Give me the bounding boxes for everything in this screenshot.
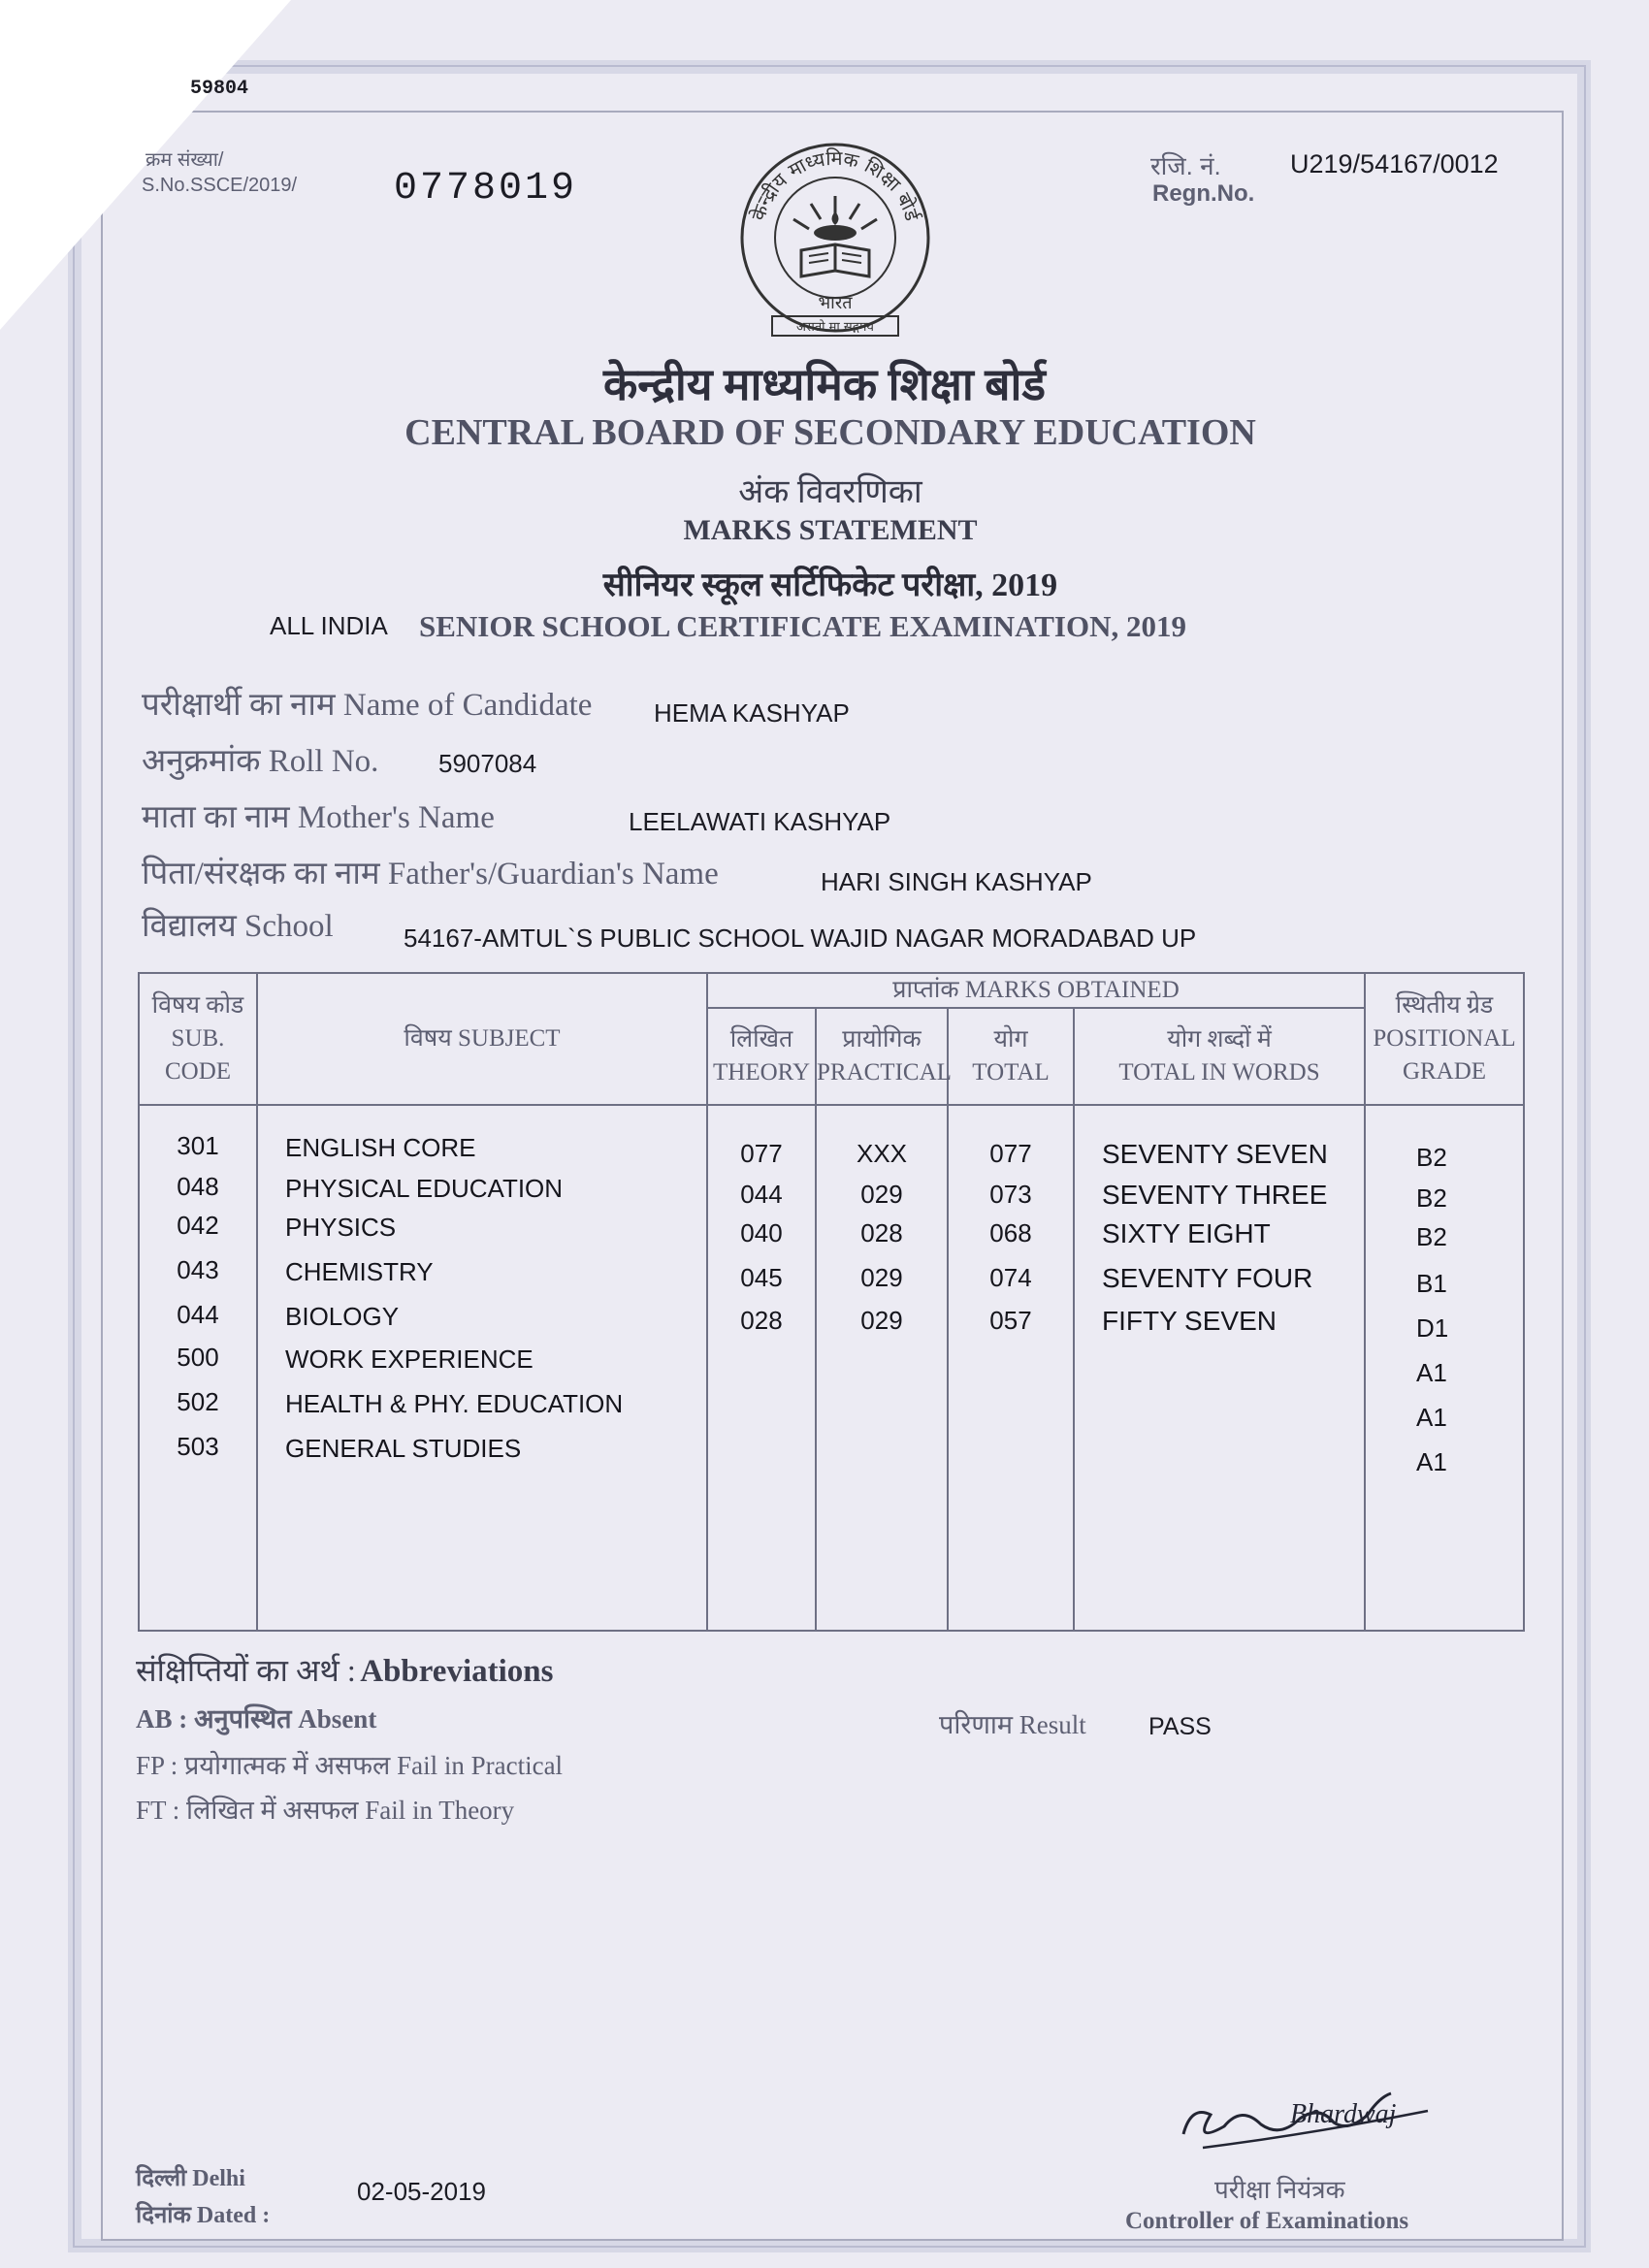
statement-title-en: MARKS STATEMENT (683, 514, 978, 546)
board-name-hi: केन्द्रीय माध्यमिक शिक्षा बोर्ड (602, 360, 1047, 409)
exam-title-en: SENIOR SCHOOL CERTIFICATE EXAMINATION, 2019 (419, 609, 1186, 643)
school-name: 54167-AMTUL`S PUBLIC SCHOOL WAJID NAGAR MORADABAD UP (404, 923, 1197, 953)
table-row-subject: PHYSICAL EDUCATION (285, 1174, 564, 1203)
table-row-subject: WORK EXPERIENCE (285, 1345, 534, 1374)
cbse-logo (733, 136, 937, 340)
table-row-total: 068 (989, 1218, 1032, 1247)
top-serial-number: 59804 (190, 78, 249, 100)
roll-label: अनुक्रमांक Roll No. (142, 744, 379, 779)
father-name: HARI SINGH KASHYAP (821, 867, 1092, 896)
table-row-code: 042 (177, 1211, 219, 1240)
dated-label: दिनांक Dated : (136, 2203, 271, 2228)
table-row-theory: 028 (740, 1306, 783, 1335)
roll-number: 5907084 (438, 749, 537, 778)
header-theory: लिखित THEORY (707, 1008, 816, 1105)
table-row-words: SEVENTY THREE (1102, 1180, 1328, 1210)
table-row-practical: XXX (856, 1139, 908, 1168)
serial-label-en: S.No.SSCE/2019/ (142, 175, 298, 196)
logo-bottom-text: भारत (818, 293, 853, 313)
table-row-subject: CHEMISTRY (285, 1257, 434, 1286)
table-row-theory: 040 (740, 1218, 783, 1247)
regn-label-en: Regn.No. (1152, 180, 1255, 207)
table-row-code: 044 (177, 1300, 219, 1329)
regn-number: U219/54167/0012 (1290, 149, 1499, 178)
abbreviations-title: संक्षिप्तियों का अर्थ : Abbreviations (136, 1653, 554, 1689)
header-total: योग TOTAL (948, 1008, 1074, 1105)
total-in-words-column (1074, 1105, 1365, 1631)
signature-icon (1174, 2076, 1445, 2163)
theory-column (707, 1105, 816, 1631)
header-practical: प्रायोगिक PRACTICAL (816, 1008, 948, 1105)
table-row-grade: B2 (1416, 1222, 1447, 1251)
header-total-in-words: योग शब्दों में TOTAL IN WORDS (1074, 1008, 1365, 1105)
exam-title-hi: सीनियर स्कूल सर्टिफिकेट परीक्षा, 2019 (602, 567, 1058, 603)
table-row-subject: BIOLOGY (285, 1302, 400, 1331)
table-row-subject: PHYSICS (285, 1213, 397, 1242)
regn-label-hi: रजि. नं. (1150, 151, 1221, 180)
all-india-label: ALL INDIA (270, 611, 388, 640)
total-column (948, 1105, 1074, 1631)
table-row-practical: 029 (860, 1306, 903, 1335)
cbse-emblem-icon (733, 136, 937, 340)
table-row-words: SEVENTY SEVEN (1102, 1139, 1328, 1169)
candidate-name-label: परीक्षार्थी का नाम Name of Candidate (142, 688, 593, 723)
subject-column (257, 1105, 707, 1631)
father-name-label: पिता/संरक्षक का नाम Father's/Guardian's Name (142, 857, 719, 891)
table-row-practical: 028 (860, 1218, 903, 1247)
abbr-absent: AB : अनुपस्थित Absent (136, 1704, 377, 1733)
table-row-grade: B2 (1416, 1183, 1447, 1213)
header-marks-obtained: प्राप्तांक MARKS OBTAINED (707, 973, 1365, 1008)
table-row-code: 301 (177, 1131, 219, 1160)
logo-arc-text: केन्द्रीय माध्यमिक शिक्षा बोर्ड (746, 146, 924, 224)
header-subject: विषय SUBJECT (257, 973, 707, 1105)
table-row-grade: A1 (1416, 1403, 1447, 1432)
abbr-fail-practical: FP : प्रयोगात्मक में असफल Fail in Practical (136, 1751, 564, 1780)
table-row-subject: HEALTH & PHY. EDUCATION (285, 1389, 624, 1418)
table-row-code: 500 (177, 1343, 219, 1372)
controller-signature (1174, 2076, 1445, 2163)
table-row-subject: GENERAL STUDIES (285, 1434, 522, 1463)
table-row-code: 503 (177, 1432, 219, 1461)
table-row-grade: D1 (1416, 1313, 1449, 1343)
marks-table (138, 972, 1525, 1632)
statement-title-hi: अंक विवरणिका (738, 474, 922, 510)
serial-number: 0778019 (394, 167, 578, 211)
signature-text: Bhardwaj (1290, 2099, 1397, 2129)
table-row-code: 048 (177, 1172, 219, 1201)
table-row-subject: ENGLISH CORE (285, 1133, 476, 1162)
logo-motto: असतो मा सद्गमय (796, 320, 874, 335)
controller-title-hi: परीक्षा नियंत्रक (1214, 2176, 1345, 2204)
table-row-code: 043 (177, 1255, 219, 1284)
controller-title-en: Controller of Examinations (1125, 2208, 1409, 2234)
mother-name-label: माता का नाम Mother's Name (142, 800, 495, 835)
code-column (139, 1105, 257, 1631)
header-positional-grade: स्थितीय ग्रेड POSITIONAL GRADE (1365, 973, 1524, 1105)
table-row-grade: B1 (1416, 1269, 1447, 1298)
table-row-words: FIFTY SEVEN (1102, 1306, 1277, 1336)
table-row-total: 057 (989, 1306, 1032, 1335)
table-row-practical: 029 (860, 1180, 903, 1209)
table-row-theory: 044 (740, 1180, 783, 1209)
table-row-theory: 077 (740, 1139, 783, 1168)
table-row-grade: A1 (1416, 1358, 1447, 1387)
issue-date: 02-05-2019 (357, 2177, 486, 2206)
place-delhi: दिल्ली Delhi (136, 2166, 245, 2191)
table-row-words: SIXTY EIGHT (1102, 1218, 1271, 1248)
practical-column (816, 1105, 948, 1631)
board-name-en: CENTRAL BOARD OF SECONDARY EDUCATION (404, 412, 1256, 453)
table-row-theory: 045 (740, 1263, 783, 1292)
school-label: विद्यालय School (142, 909, 334, 944)
table-row-practical: 029 (860, 1263, 903, 1292)
abbr-fail-theory: FT : लिखित में असफल Fail in Theory (136, 1796, 515, 1825)
result-label: परिणाम Result (939, 1710, 1086, 1739)
table-row-total: 074 (989, 1263, 1032, 1292)
serial-label-hi: क्रम संख्या/ (146, 149, 224, 171)
mother-name: LEELAWATI KASHYAP (629, 807, 891, 836)
table-row-total: 077 (989, 1139, 1032, 1168)
table-row-words: SEVENTY FOUR (1102, 1263, 1313, 1293)
grade-column (1365, 1105, 1524, 1631)
header-sub-code: विषय कोड SUB. CODE (139, 973, 257, 1105)
table-row-total: 073 (989, 1180, 1032, 1209)
table-row-code: 502 (177, 1387, 219, 1416)
table-row-grade: A1 (1416, 1447, 1447, 1476)
table-row-grade: B2 (1416, 1143, 1447, 1172)
candidate-name: HEMA KASHYAP (654, 698, 850, 728)
result-value: PASS (1148, 1713, 1212, 1740)
